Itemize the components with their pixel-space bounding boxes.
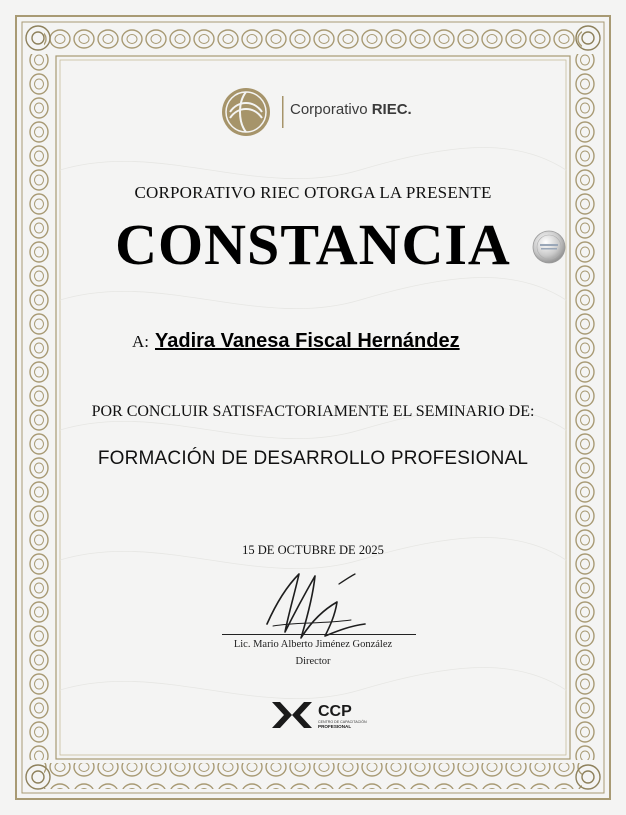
signature-icon	[255, 566, 375, 644]
ccp-logo	[270, 698, 370, 732]
issue-date: 15 DE OCTUBRE DE 2025	[242, 543, 384, 557]
signer-role: Director	[295, 656, 331, 667]
grants-line: CORPORATIVO RIEC OTORGA LA PRESENTE	[134, 183, 492, 202]
recipient-line	[132, 330, 460, 353]
signer-name: Lic. Mario Alberto Jiménez González	[233, 639, 393, 650]
recipient-prefix: A:	[132, 332, 149, 351]
svg-text:PROFESIONAL: PROFESIONAL	[318, 724, 352, 729]
svg-text:CCP: CCP	[318, 703, 352, 720]
certificate-title: CONSTANCIA	[115, 212, 511, 277]
brand-name: Corporativo RIEC.	[290, 101, 412, 118]
signature-line	[222, 634, 416, 635]
certified-seal-icon	[532, 230, 566, 264]
reason-line: POR CONCLUIR SATISFACTORIAMENTE EL SEMINARIO DE:	[91, 403, 535, 420]
recipient-name: Yadira Vanesa Fiscal Hernández	[155, 330, 460, 352]
seminar-name: FORMACIÓN DE DESARROLLO PROFESIONAL	[97, 448, 529, 469]
svg-text:CENTRO DE CAPACITACIÓN: CENTRO DE CAPACITACIÓN	[318, 720, 367, 724]
